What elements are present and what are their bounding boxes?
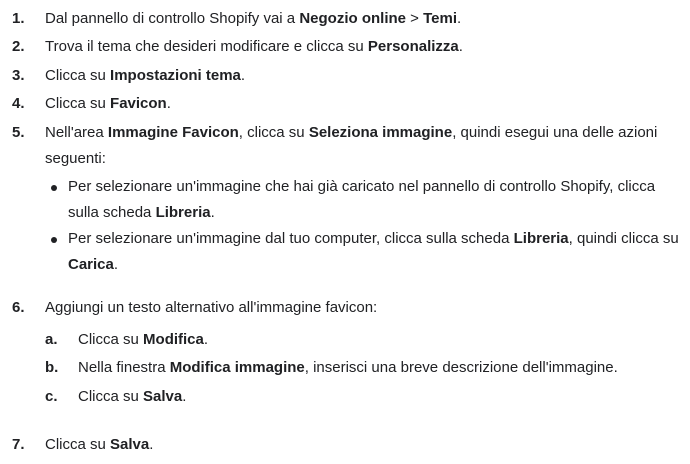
- step-4: [12, 91, 682, 117]
- ui-term: Modifica immagine: [169, 359, 305, 376]
- step-7: [12, 432, 682, 458]
- step-5: [12, 120, 682, 172]
- bullet-item: [45, 174, 684, 226]
- bullet-dot-icon: [51, 237, 57, 243]
- substep-text: [78, 355, 684, 381]
- step-text: [45, 432, 682, 458]
- step-text: [45, 63, 682, 89]
- text-run: Trova il tema che desideri modificare e clicca su: [45, 38, 368, 55]
- substep-a: [45, 327, 684, 353]
- step-text: [45, 120, 682, 172]
- text-run: Clicca su: [78, 331, 144, 348]
- text-run: Clicca su: [45, 95, 111, 112]
- substep-b: [45, 355, 684, 381]
- step-6: [12, 295, 682, 321]
- ui-term: Personalizza: [367, 38, 459, 55]
- text-run: Clicca su: [78, 388, 144, 405]
- text-run: Nella finestra: [78, 359, 170, 376]
- text-run: .: [166, 95, 171, 112]
- ui-term: Impostazioni tema: [110, 67, 241, 84]
- text-run: , quindi esegui una delle azioni seguenti:: [45, 124, 658, 167]
- step-number: 3.: [12, 67, 25, 84]
- step-number: 1.: [12, 10, 25, 27]
- substep-letter: b.: [45, 359, 59, 376]
- ui-term: Libreria: [155, 204, 211, 221]
- step-text: [45, 295, 682, 321]
- step-1: [12, 6, 682, 32]
- substep-letter: a.: [45, 331, 58, 348]
- step-number: 7.: [12, 436, 25, 453]
- substep-text: [78, 327, 684, 353]
- step-2: [12, 34, 682, 60]
- ui-term: Seleziona immagine: [308, 124, 453, 141]
- text-run: .: [182, 388, 187, 405]
- bullet-dot-icon: [51, 185, 57, 191]
- bullet-text: [68, 174, 684, 226]
- step-text: [45, 91, 682, 117]
- substep-c: [45, 384, 684, 410]
- step-text: [45, 6, 682, 32]
- text-run: , clicca su: [238, 124, 309, 141]
- text-run: Per selezionare un'immagine dal tuo computer, clicca sulla scheda: [68, 230, 514, 247]
- bullet-item: [45, 226, 684, 278]
- ui-term: Negozio online: [299, 10, 406, 27]
- text-run: Clicca su: [45, 436, 111, 453]
- text-run: Per selezionare un'immagine che hai già caricato nel pannello di controllo Shopify, clicca sulla scheda: [68, 178, 656, 221]
- text-run: Clicca su: [45, 67, 111, 84]
- substep-text: [78, 384, 684, 410]
- text-run: .: [149, 436, 154, 453]
- text-run: Nell'area: [45, 124, 108, 141]
- substep-letter: c.: [45, 388, 58, 405]
- text-run: .: [210, 204, 215, 221]
- bullet-text: [68, 226, 684, 278]
- step-text: [45, 34, 682, 60]
- step-number: 6.: [12, 299, 25, 316]
- ui-term: Modifica: [143, 331, 204, 348]
- text-run: >: [406, 10, 424, 27]
- text-run: .: [458, 38, 463, 55]
- step-number: 5.: [12, 124, 25, 141]
- text-run: Dal pannello di controllo Shopify vai a: [45, 10, 300, 27]
- ui-term: Carica: [68, 256, 114, 273]
- ui-term: Libreria: [513, 230, 569, 247]
- ui-term: Temi: [423, 10, 458, 27]
- ui-term: Salva: [143, 388, 183, 405]
- text-run: .: [203, 331, 209, 348]
- text-run: , inserisci una breve descrizione dell'immagine.: [304, 359, 618, 376]
- text-run: .: [457, 10, 462, 27]
- ui-term: Salva: [110, 436, 150, 453]
- step-number: 2.: [12, 38, 25, 55]
- text-run: , quindi clicca su: [568, 230, 679, 247]
- ui-term: Favicon: [110, 95, 167, 112]
- text-run: Aggiungi un testo alternativo all'immagine favicon:: [45, 299, 378, 316]
- text-run: .: [113, 256, 119, 273]
- step-number: 4.: [12, 95, 25, 112]
- ui-term: Immagine Favicon: [107, 124, 239, 141]
- text-run: .: [240, 67, 246, 84]
- step-3: [12, 63, 682, 89]
